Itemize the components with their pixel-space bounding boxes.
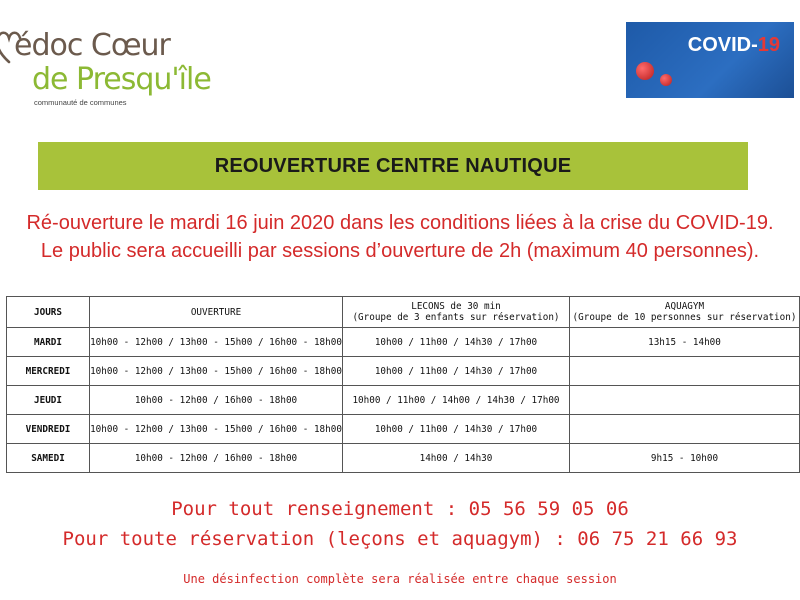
header-lessons-title: LECONS de 30 min [411, 301, 501, 312]
table-row [7, 357, 800, 386]
cell-day: SAMEDI [7, 444, 90, 473]
header-days: JOURS [7, 297, 90, 328]
cell-day: MARDI [7, 328, 90, 357]
table-row [7, 328, 800, 357]
table-row [7, 444, 800, 473]
table-row [7, 386, 800, 415]
virus-icon [636, 62, 654, 80]
cell-opening: 10h00 - 12h00 / 16h00 - 18h00 [90, 444, 343, 473]
header-opening: OUVERTURE [90, 297, 343, 328]
cell-opening: 10h00 - 12h00 / 13h00 - 15h00 / 16h00 - 18h00 [90, 357, 343, 386]
header-aquagym-title: AQUAGYM [664, 301, 705, 312]
intro-line-1: Ré-ouverture le mardi 16 juin 2020 dans les conditions liées à la crise du COVID-19. [26, 212, 774, 234]
cell-lessons: 10h00 / 11h00 / 14h30 / 17h00 [343, 328, 570, 357]
cell-opening: 10h00 - 12h00 / 16h00 - 18h00 [90, 386, 343, 415]
booking-info-line: Pour toute réservation (leçons et aquagym) : 06 75 21 66 93 [62, 528, 738, 550]
logo-subtitle: communauté de communes [34, 98, 127, 107]
cell-aquagym [570, 415, 800, 444]
title-banner [38, 142, 748, 190]
cell-aquagym [570, 386, 800, 415]
covid-text: COVID- [687, 34, 758, 56]
header-lessons-note: (Groupe de 3 enfants sur réservation) [352, 312, 560, 323]
cell-day: VENDREDI [7, 415, 90, 444]
header-aquagym-note: (Groupe de 10 personnes sur réservation) [572, 312, 797, 323]
cell-day: JEUDI [7, 386, 90, 415]
covid-badge [626, 22, 794, 98]
cell-aquagym [570, 357, 800, 386]
cell-day: MERCREDI [7, 357, 90, 386]
table-header-row [7, 297, 800, 328]
logo-line-2: de Presqu'île [32, 62, 211, 97]
cell-lessons: 14h00 / 14h30 [343, 444, 570, 473]
organization-logo [0, 14, 230, 107]
cell-lessons: 10h00 / 11h00 / 14h30 / 17h00 [343, 357, 570, 386]
header-lessons [343, 297, 570, 328]
cell-lessons: 10h00 / 11h00 / 14h30 / 17h00 [343, 415, 570, 444]
covid-number: 19 [757, 34, 780, 56]
table-row [7, 415, 800, 444]
cell-opening: 10h00 - 12h00 / 13h00 - 15h00 / 16h00 - 18h00 [90, 415, 343, 444]
logo-line-1: édoc Cœur [14, 28, 170, 63]
cell-lessons: 10h00 / 11h00 / 14h00 / 14h30 / 17h00 [343, 386, 570, 415]
disinfection-note: Une désinfection complète sera réalisée entre chaque session [183, 572, 617, 586]
virus-icon [660, 74, 672, 86]
intro-line-2: Le public sera accueilli par sessions d’ouverture de 2h (maximum 40 personnes). [40, 240, 760, 262]
cell-aquagym: 9h15 - 10h00 [570, 444, 800, 473]
cell-opening: 10h00 - 12h00 / 13h00 - 15h00 / 16h00 - 18h00 [90, 328, 343, 357]
page-title: REOUVERTURE CENTRE NAUTIQUE [214, 154, 572, 177]
schedule-table [6, 296, 800, 473]
header-aquagym [570, 297, 800, 328]
contact-info-line: Pour tout renseignement : 05 56 59 05 06 [171, 498, 629, 520]
cell-aquagym: 13h15 - 14h00 [570, 328, 800, 357]
covid-label [688, 34, 780, 57]
